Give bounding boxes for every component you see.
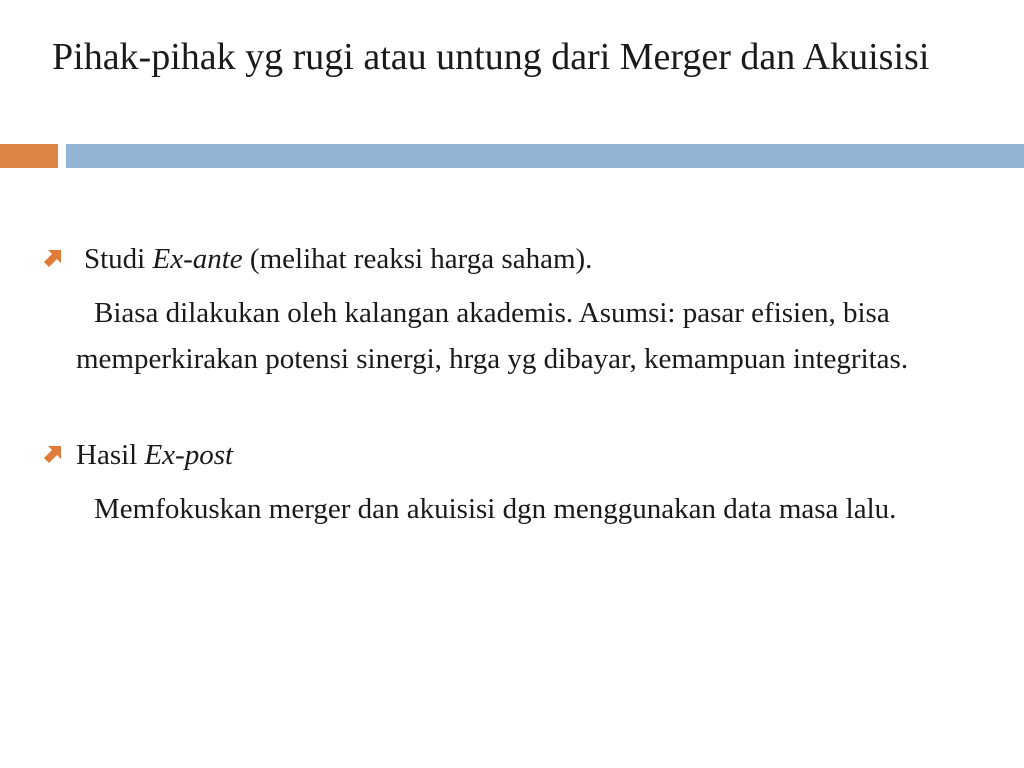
bullet-suffix: (melihat reaksi harga saham). — [242, 243, 593, 275]
arrow-up-right-icon — [44, 445, 62, 463]
bullet-italic-term: Ex-ante — [152, 243, 243, 275]
bullet-body: Memfokuskan merger dan akuisisi dgn menggunakan data masa lalu. — [94, 493, 897, 525]
slide-title: Pihak-pihak yg rugi atau untung dari Merger dan Akuisisi — [52, 36, 930, 78]
slide-content — [44, 236, 984, 532]
title-divider — [0, 144, 1024, 168]
arrow-up-right-icon — [44, 249, 62, 267]
bullet-item — [44, 432, 984, 478]
bullet-item — [44, 236, 984, 282]
bullet-prefix: Hasil — [76, 439, 145, 471]
divider-main-bar — [66, 144, 1024, 168]
bullet-body: Biasa dilakukan oleh kalangan akademis. Asumsi: pasar efisien, bisa memperkirakan potensi sinergi, hrga yg dibayar, kemampuan integritas. — [76, 297, 909, 375]
bullet-prefix: Studi — [84, 243, 153, 275]
divider-accent-block — [0, 144, 58, 168]
bullet-italic-term: Ex-post — [144, 439, 234, 471]
